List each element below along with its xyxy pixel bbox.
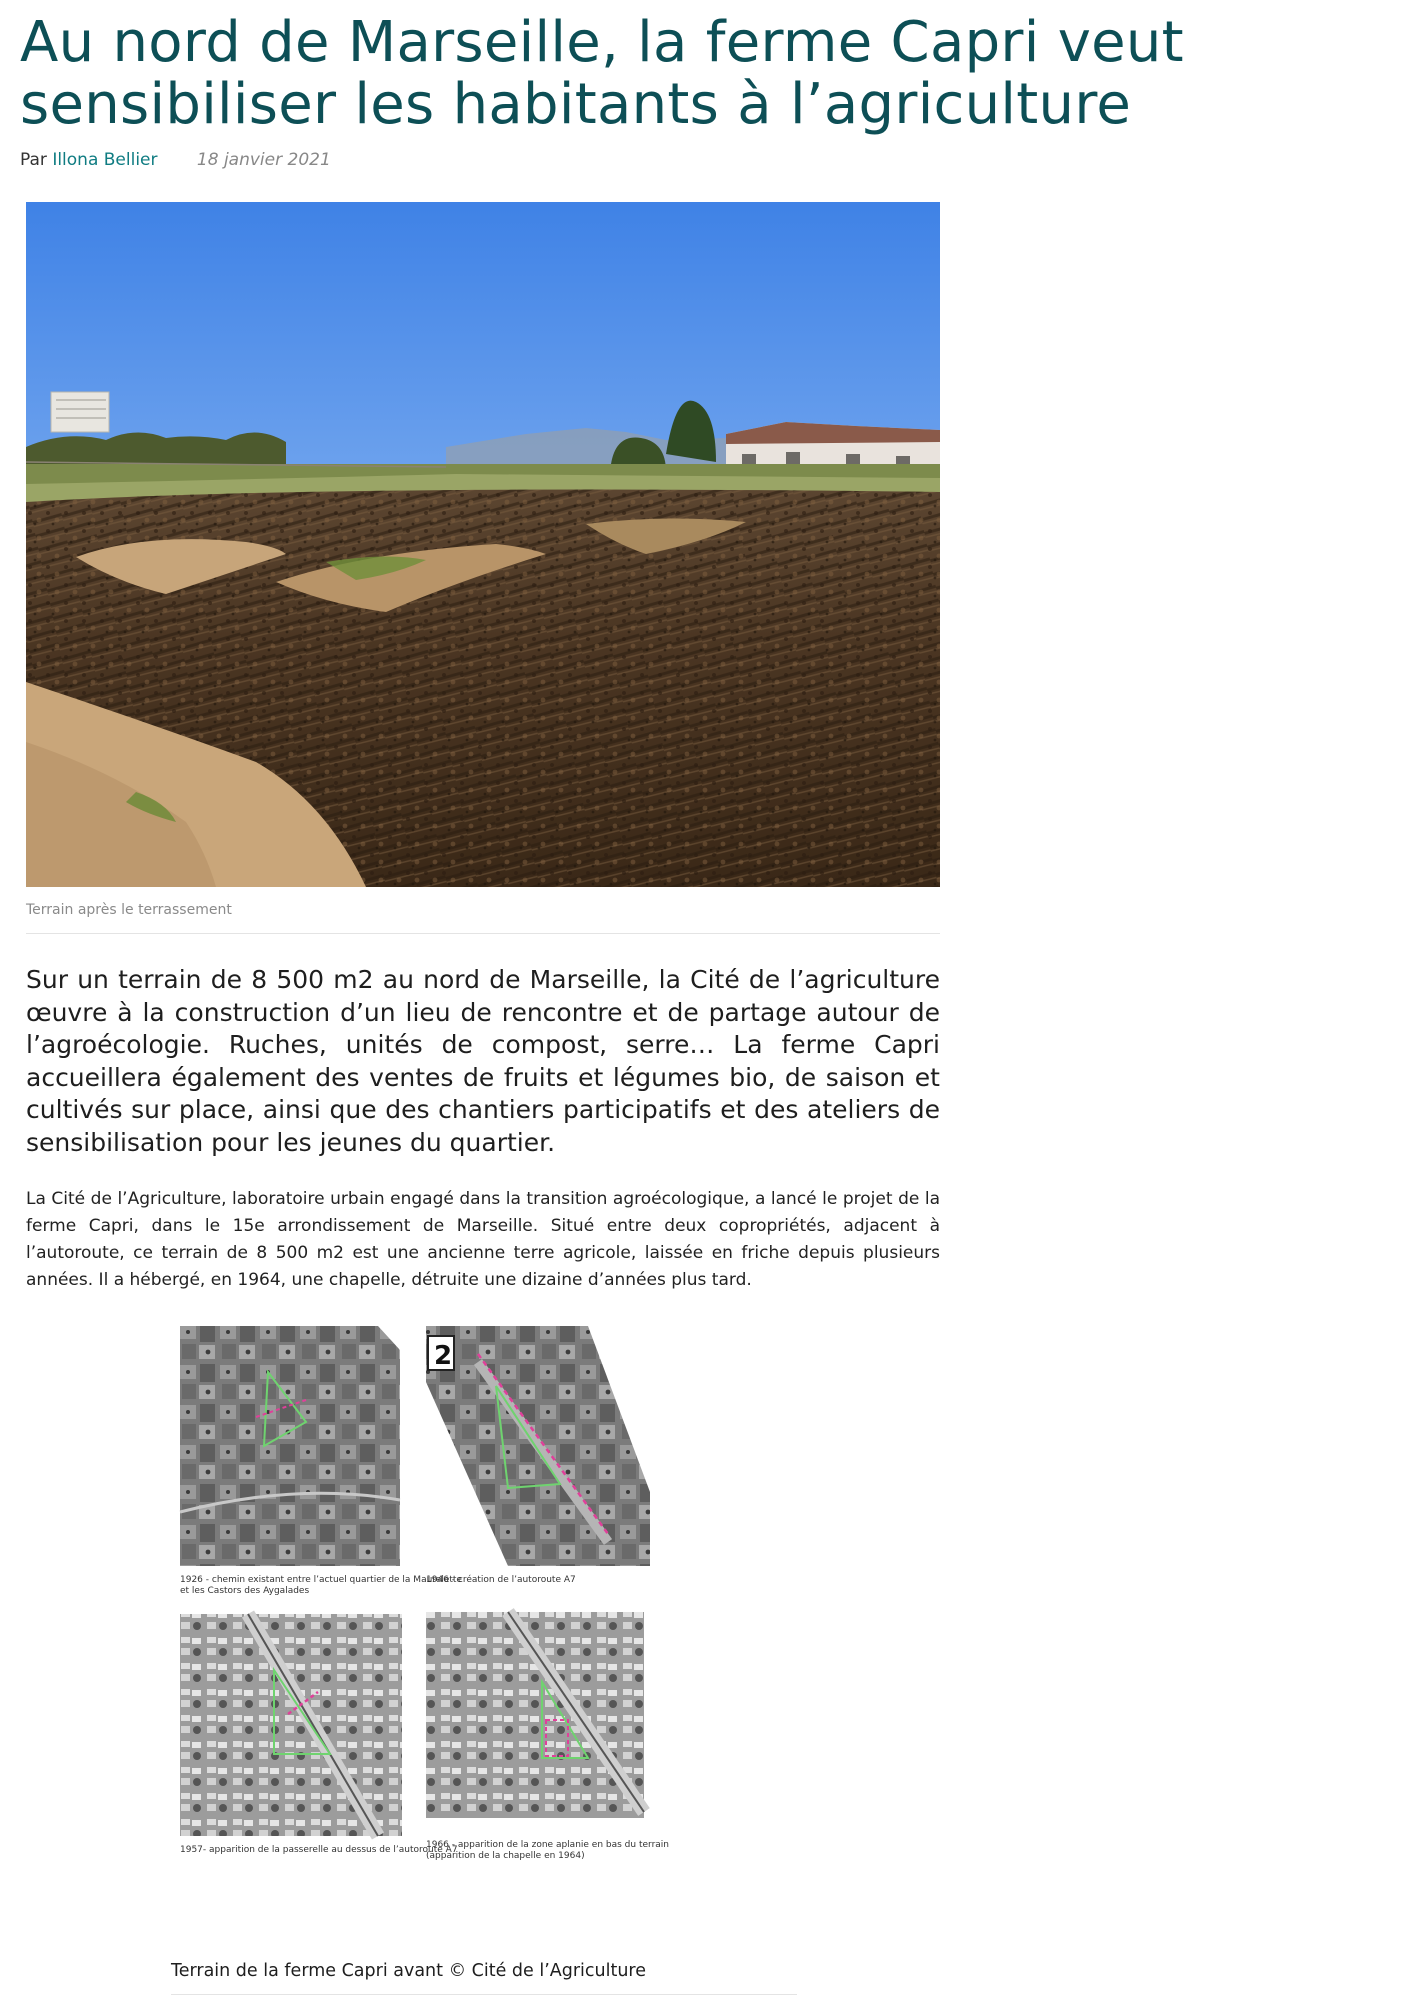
body-paragraph: La Cité de l’Agriculture, laboratoire urbain engagé dans la transition agroécologique, a lancé le projet de la ferme Capri, dans le 15e arrondissement de Marseille. Situé entre deux copropriétés, adjacent à l’autoroute, ce terrain de 8 500 m2 est une ancienne terre agricole, laissée en friche depuis plusieurs années. Il a hébergé, en 1964, une chapelle, détruite une dizaine d’années plus tard. — [26, 1189, 940, 1290]
map-label-1946: 1946 - création de l’autoroute A7 — [426, 1575, 576, 1585]
map-panel-1966 — [426, 1612, 669, 1861]
publish-date: 18 janvier 2021 — [196, 150, 331, 170]
map-badge-2: 2 — [434, 1341, 453, 1371]
historical-maps-figure — [178, 1322, 798, 1922]
photo-caption: Terrain après le terrassement — [26, 902, 232, 918]
author-link[interactable]: Illona Bellier — [52, 150, 158, 170]
map-panel-1957 — [180, 1614, 458, 1855]
map-label-1957: 1957- apparition de la passerelle au dessus de l’autoroute A7 — [180, 1845, 458, 1855]
map-label-1926-line1: 1926 - chemin existant entre l’actuel quartier de la Maurelette — [180, 1575, 462, 1585]
lead-paragraph: Sur un terrain de 8 500 m2 au nord de Marseille, la Cité de l’agriculture œuvre à la construction d’un lieu de rencontre et de partage autour de l’agroécologie. Ruches, unités de compost, serre… La ferme Capri accueillera également des ventes de fruits et légumes bio, de saison et cultivés sur place, ainsi que des chantiers participatifs et des ateliers de sensibilisation pour les jeunes du quartier. — [26, 965, 940, 1157]
map-panel-1946 — [426, 1326, 650, 1585]
byline — [20, 150, 331, 170]
map-label-1926-line2: et les Castors des Aygalades — [180, 1586, 310, 1596]
article-title: Au nord de Marseille, la ferme Capri veut sensibiliser les habitants à l’agriculture — [20, 10, 1184, 137]
map-label-1966-line1: 1966 - apparition de la zone aplanie en bas du terrain — [426, 1840, 669, 1850]
maps-caption-divider — [171, 1994, 797, 1995]
caption-divider — [26, 933, 940, 934]
map-label-1966-line2: (apparition de la chapelle en 1964) — [426, 1851, 585, 1861]
byline-prefix: Par — [20, 150, 47, 170]
map-panel-1926 — [180, 1326, 462, 1596]
field-photo — [26, 202, 940, 887]
maps-caption: Terrain de la ferme Capri avant © Cité de l’Agriculture — [171, 1961, 647, 1981]
